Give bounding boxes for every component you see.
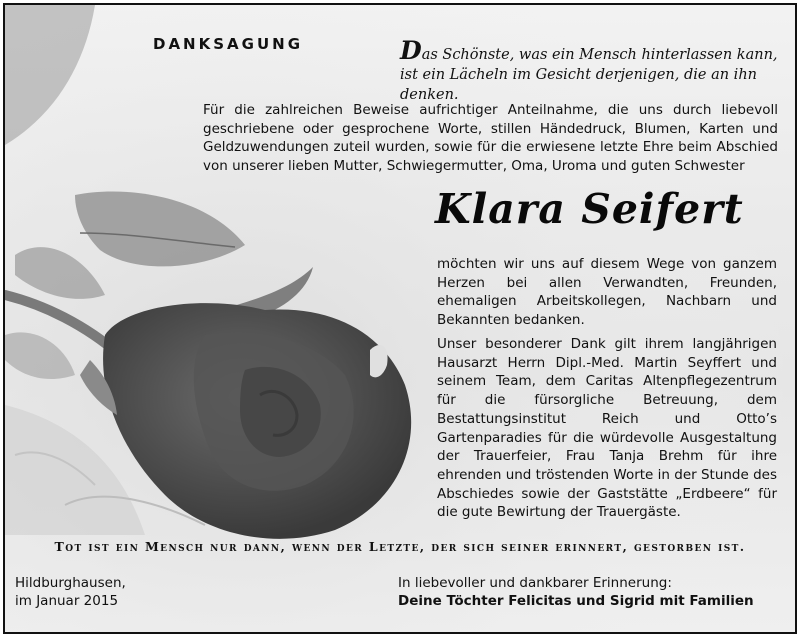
closing-quote: Tot ist ein Mensch nur dann, wenn der Letzte, der sich seiner erinnert, gestorben ist. (54, 539, 746, 554)
motto (400, 36, 785, 105)
deceased-name: Klara Seifert (435, 185, 744, 233)
place-and-date (15, 574, 126, 610)
signature: Deine Töchter Felicitas und Sigrid mit Familien (398, 593, 754, 609)
heading: DANKSAGUNG (153, 35, 304, 53)
intro-paragraph: Für die zahlreichen Beweise aufrichtiger Anteilnahme, die uns durch liebevoll geschriebene oder gesprochene Worte, stillen Händedruck, Blumen, Karten und Geldzuwendungen zuteil wurden, sowie für die erwiesene letzte Ehre beim Abschied von unserer lieben Mutter, Schwiegermutter, Oma, Uroma und guten Schwester (203, 102, 778, 175)
motto-line-1-text: as Schönste, was ein Mensch hinterlassen kann, (421, 47, 778, 63)
thanks-paragraph-1: möchten wir uns auf diesem Wege von ganzem Herzen bei allen Verwandten, Freunden, ehemaligen Arbeitskollegen, Nachbarn und Bekannten bedanken. (437, 256, 777, 329)
signature-block (398, 574, 754, 610)
closing-line: In liebevoller und dankbarer Erinnerung: (398, 575, 672, 591)
motto-line-2: ist ein Lächeln im Gesicht derjenigen, die an ihn denken. (400, 67, 757, 103)
obituary-card (3, 3, 797, 634)
motto-line-1 (400, 36, 785, 65)
date: im Januar 2015 (15, 593, 119, 609)
motto-initial: D (400, 36, 422, 65)
thanks-paragraph-2: Unser besonderer Dank gilt ihrem langjährigen Hausarzt Herrn Dipl.-Med. Martin Seyffert und seinem Team, dem Caritas Altenpflegezentrum für die fürsorgliche Betreuung, dem Bestattungsinstitut Reich und Otto’s Gartenparadies für die würdevolle Ausgestaltung der Trauerfeier, Frau Tanja Brehm für ihre ehrenden und tröstenden Worte in der Stunde des Abschiedes sowie der Gaststätte „Erdbeere“ für die gute Bewirtung der Trauergäste. (437, 336, 778, 521)
place: Hildburghausen, (15, 575, 126, 591)
